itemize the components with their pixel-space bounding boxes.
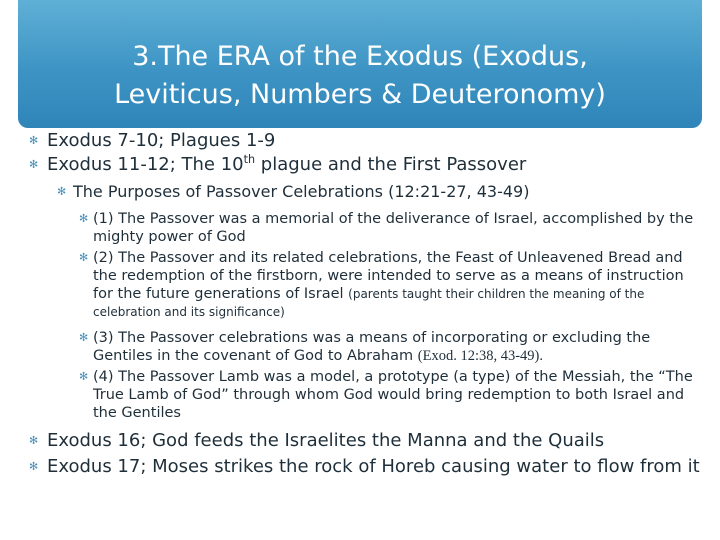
title-line-1: 3.The ERA of the Exodus (Exodus, [132,41,588,72]
bullet-text: The Purposes of Passover Celebrations (12:21-27, 43-49) [73,182,530,201]
bullet-text-cont: plague and the First Passover [255,154,527,175]
asterisk-bullet-icon: ✻ [79,331,89,344]
asterisk-bullet-icon: ✻ [29,158,39,171]
bullet-purposes-of-passover [0,182,720,202]
bullet-exodus-16 [0,430,720,452]
bullet-text: Exodus 11-12; The 10 [47,154,244,175]
scripture-reference: (Exod. 12:38, 43-49). [417,348,544,364]
bullet-text-note: (parents taught their children the meaning of the celebration and its significance) [93,287,645,319]
bullet-purpose-2 [0,249,720,321]
asterisk-bullet-icon: ✻ [29,434,39,447]
bullet-text: Exodus 7-10; Plagues 1-9 [47,130,276,151]
bullet-text: Exodus 17; Moses strikes the rock of Horeb causing water to flow from it [47,456,700,477]
bullet-text: Exodus 16; God feeds the Israelites the Manna and the Quails [47,430,605,451]
bullet-text: (1) The Passover was a memorial of the deliverance of Israel, accomplished by the mighty power of God [93,211,694,245]
asterisk-bullet-icon: ✻ [79,212,89,225]
slide-title [18,38,702,114]
bullet-purpose-4 [0,368,720,422]
bullet-text: (3) The Passover celebrations was a means of incorporating or excluding the Gentiles in the covenant of God to Abraham [93,330,651,364]
bullet-purpose-1 [0,210,720,246]
asterisk-bullet-icon: ✻ [79,370,89,383]
bullet-text: (4) The Passover Lamb was a model, a prototype (a type) of the Messiah, the “The True Lamb of God” through whom God would bring redemption to both Israel and the Gentiles [93,369,693,421]
asterisk-bullet-icon: ✻ [57,185,67,198]
asterisk-bullet-icon: ✻ [79,251,89,264]
asterisk-bullet-icon: ✻ [29,460,39,473]
bullet-exodus-17 [0,456,720,478]
bullet-exodus-7-10 [0,130,720,152]
bullet-text: (2) The Passover and its related celebrations, the Feast of Unleavened Bread and the redemption of the firstborn, were intended to serve as a means of instruction for the future generations of Israel [93,250,684,302]
bullet-purpose-3 [0,329,720,365]
bullet-exodus-11-12 [0,154,720,176]
title-line-2: Leviticus, Numbers & Deuteronomy) [114,79,606,110]
slide-content [0,130,720,478]
superscript-th: th [243,153,256,166]
asterisk-bullet-icon: ✻ [29,134,39,147]
